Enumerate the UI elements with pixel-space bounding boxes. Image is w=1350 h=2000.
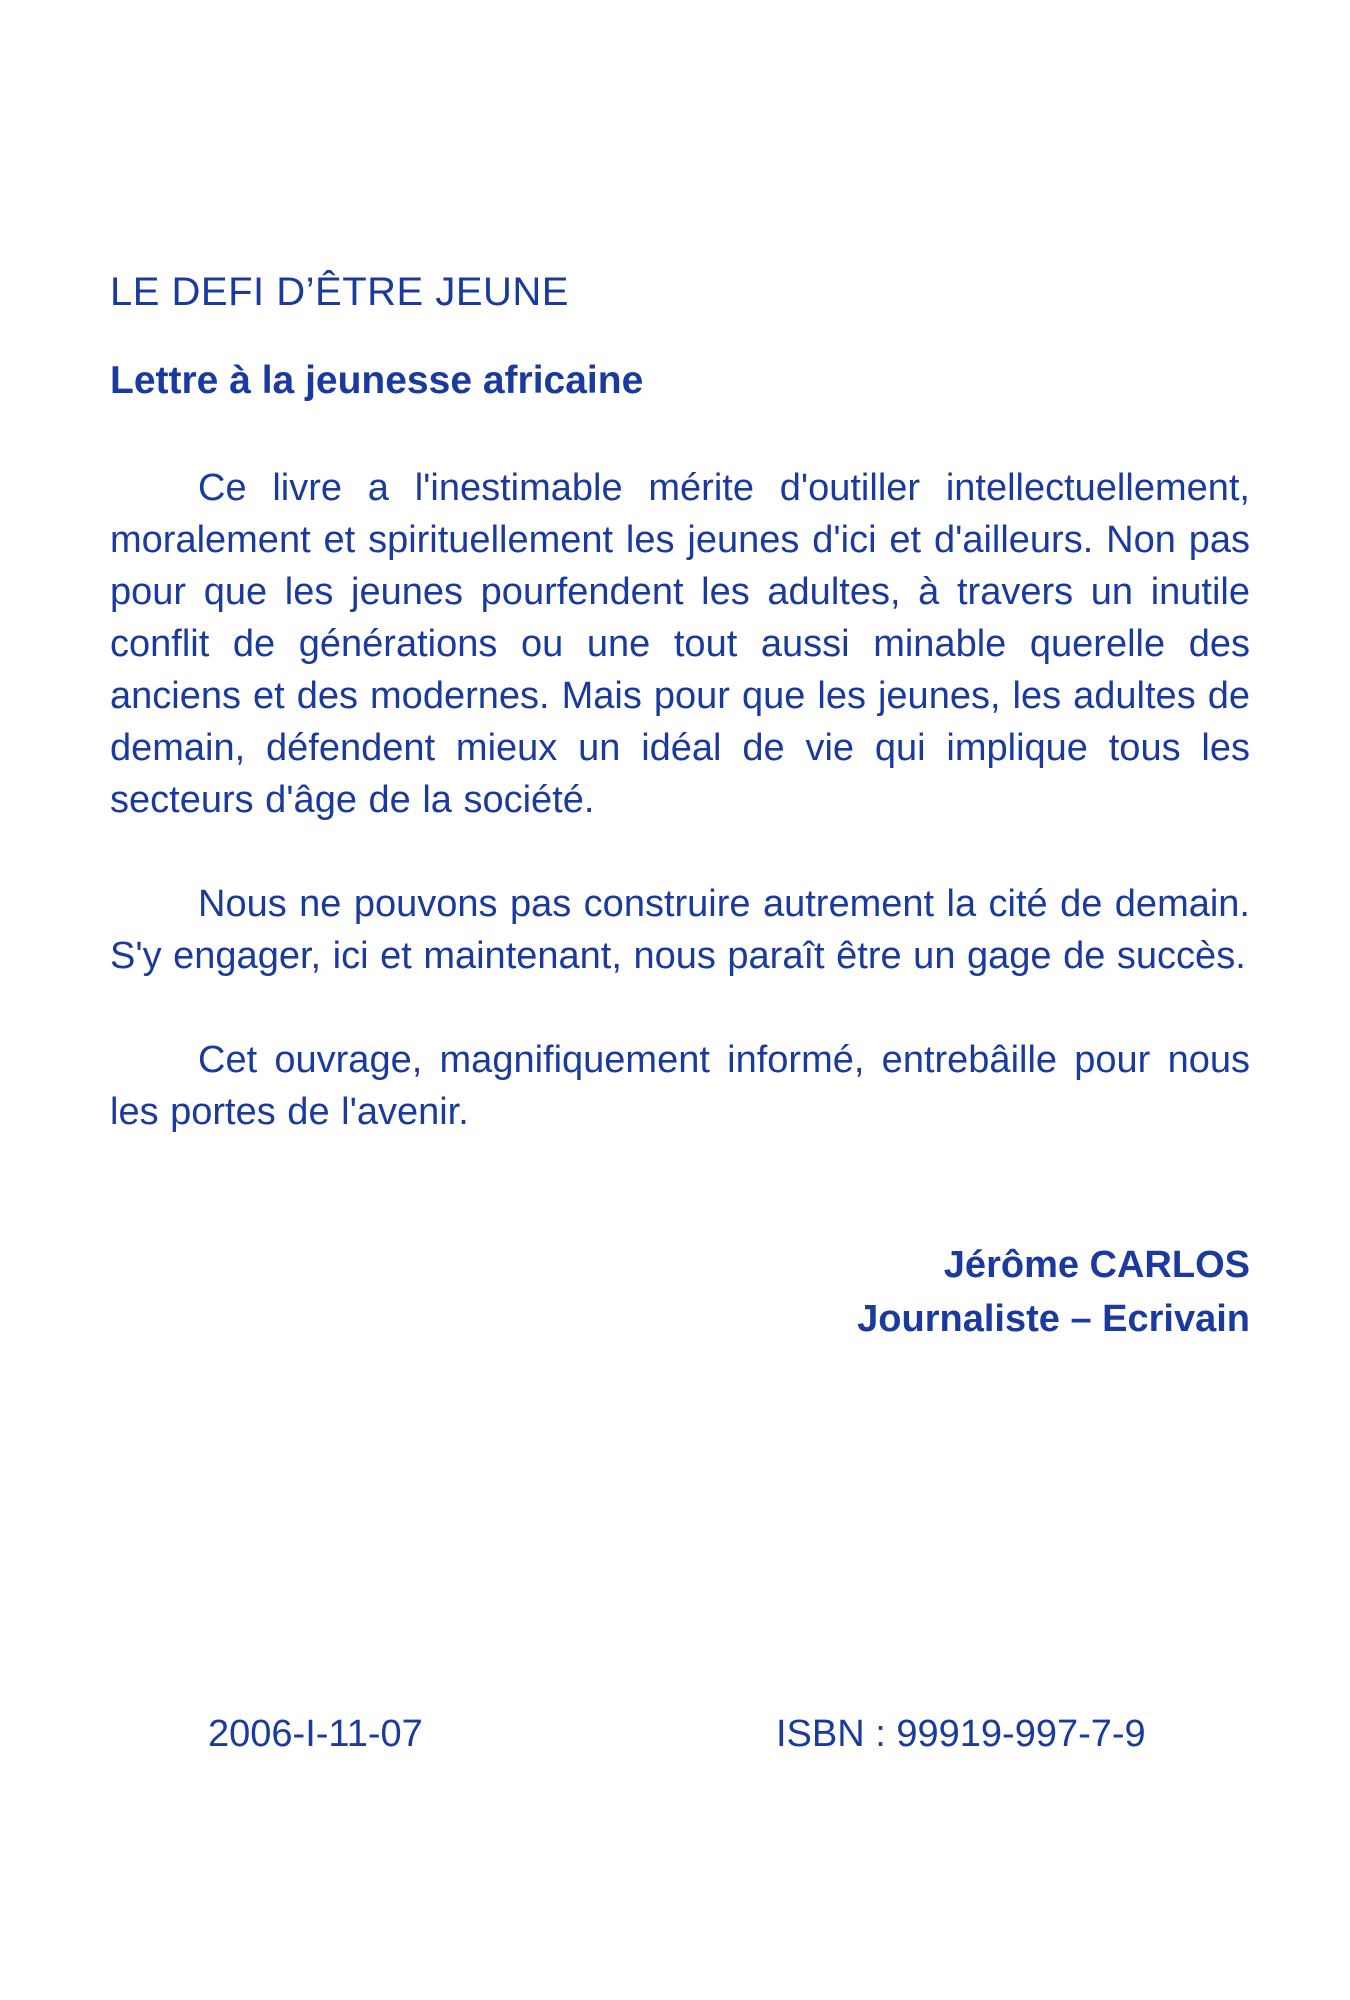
blurb-text — [110, 462, 1250, 1190]
blurb-paragraph: Ce livre a l'inestimable mérite d'outiller intellectuellement, moralement et spirituellement les jeunes d'ici et d'ailleurs. Non pas pour que les jeunes pourfendent les adultes, à travers un inutile conflit de générations ou une tout aussi minable querelle des anciens et des modernes. Mais pour que les jeunes, les adultes de demain, défendent mieux un idéal de vie qui implique tous les secteurs d'âge de la société. — [110, 467, 1250, 821]
book-title: LE DEFI D’ÊTRE JEUNE — [110, 270, 569, 314]
book-subtitle: Lettre à la jeunesse africaine — [110, 359, 644, 402]
signature-block — [857, 1238, 1250, 1346]
author-name: Jérôme CARLOS — [943, 1244, 1250, 1286]
blurb-paragraph: Nous ne pouvons pas construire autrement la cité de demain. S'y engager, ici et maintenant, nous paraît être un gage de succès. — [110, 883, 1250, 977]
isbn-number: ISBN : 99919-997-7-9 — [776, 1713, 1146, 1755]
author-role: Journaliste – Ecrivain — [857, 1298, 1250, 1340]
blurb-paragraph: Cet ouvrage, magnifiquement informé, entrebâille pour nous les portes de l'avenir. — [110, 1039, 1250, 1133]
legal-deposit-code: 2006-I-11-07 — [208, 1713, 423, 1755]
